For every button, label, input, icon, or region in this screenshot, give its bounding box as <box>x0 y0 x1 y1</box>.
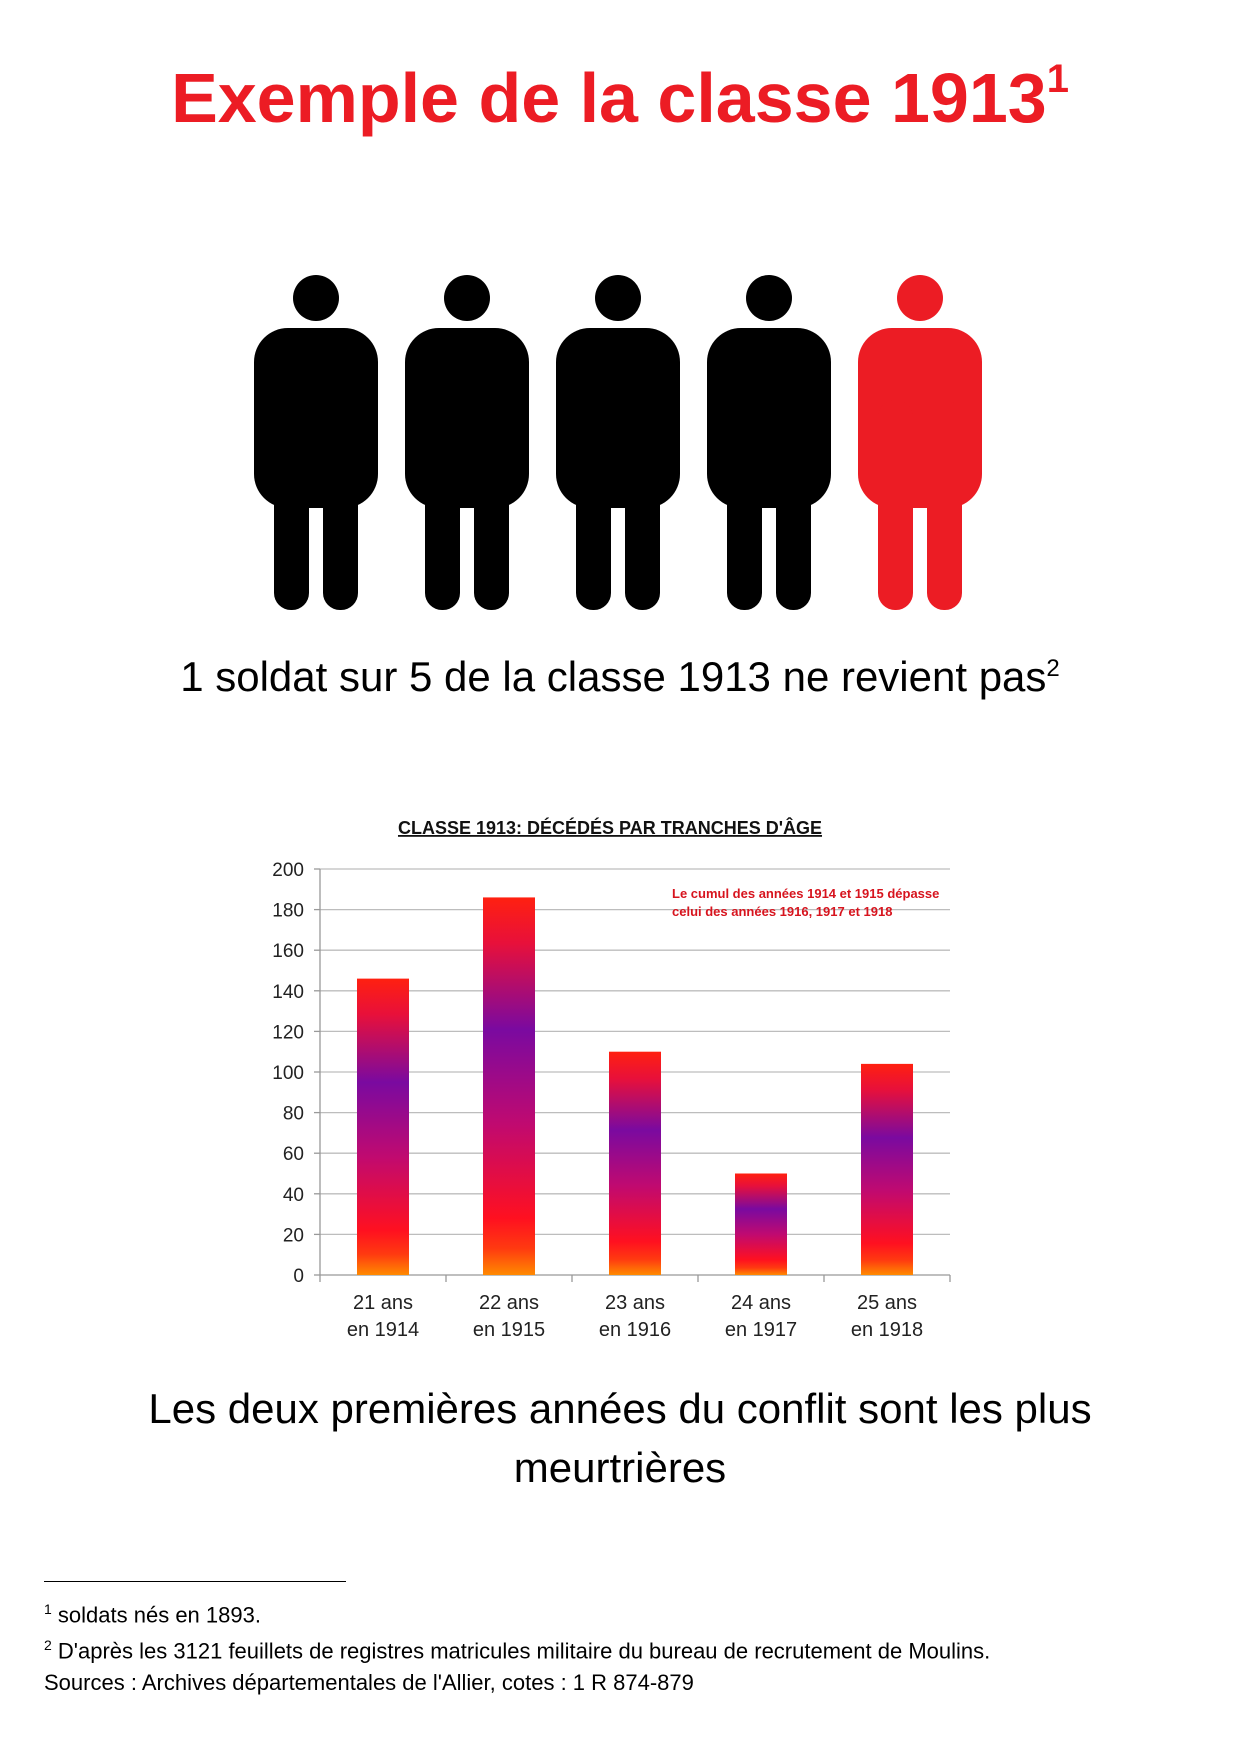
y-tick-label: 100 <box>272 1063 304 1084</box>
footnotes <box>44 1594 1194 1698</box>
x-tick-label: 24 ans <box>730 1292 792 1314</box>
annotation-line: Le cumul des années 1914 et 1915 dépasse <box>672 886 940 901</box>
chart-bars <box>357 897 913 1275</box>
x-tick-label: en 1915 <box>472 1319 546 1341</box>
bar <box>357 979 409 1275</box>
figure-list <box>254 275 982 610</box>
subtitle-footnote-ref: 2 <box>1046 655 1060 682</box>
conclusion-line-1: Les deux premières années du conflit sont les plus <box>148 1385 1092 1432</box>
bar <box>483 897 535 1275</box>
y-tick-label: 180 <box>272 900 304 922</box>
footnote-1 <box>44 1594 1194 1630</box>
bar <box>609 1052 661 1275</box>
y-tick-label: 160 <box>272 941 304 963</box>
bar <box>735 1174 787 1276</box>
sources-line: Sources : Archives départementales de l'Allier, cotes : 1 R 874-879 <box>44 1669 694 1695</box>
page-title <box>0 56 1240 137</box>
y-axis-labels <box>272 860 304 1287</box>
title-footnote-ref: 1 <box>1046 56 1069 101</box>
x-axis-labels <box>347 1292 923 1341</box>
y-tick-label: 140 <box>272 981 304 1003</box>
conclusion <box>80 1380 1160 1498</box>
y-tick-label: 120 <box>272 1022 304 1044</box>
footnote-2-number: 2 <box>44 1637 52 1654</box>
footnote-1-number: 1 <box>44 1601 52 1617</box>
y-tick-label: 80 <box>282 1103 304 1125</box>
x-tick-label: en 1916 <box>598 1319 672 1341</box>
x-tick-label: en 1914 <box>346 1319 420 1341</box>
x-tick-label: 22 ans <box>478 1292 540 1314</box>
subtitle-text: 1 soldat sur 5 de la classe 1913 ne revient pas <box>180 653 1047 700</box>
y-tick-label: 60 <box>282 1144 304 1166</box>
subtitle <box>0 652 1240 702</box>
soldier-figures <box>0 270 1240 610</box>
annotation-line: celui des années 1916, 1917 et 1918 <box>672 904 893 919</box>
chart-annotation <box>672 886 939 919</box>
soldier-icon <box>556 275 680 610</box>
x-tick-label: 21 ans <box>352 1292 414 1314</box>
bar <box>861 1064 913 1275</box>
conclusion-line-2: meurtrières <box>513 1443 727 1491</box>
footnote-1-text: soldats nés en 1893. <box>57 1602 261 1628</box>
title-text: Exemple de la classe 1913 <box>171 59 1047 137</box>
footnote-2 <box>44 1630 1194 1666</box>
x-tick-label: 25 ans <box>856 1292 918 1314</box>
y-tick-label: 0 <box>293 1266 304 1287</box>
deaths-bar-chart <box>240 798 980 1358</box>
x-tick-label: en 1918 <box>850 1319 924 1341</box>
footnote-divider <box>44 1581 346 1582</box>
x-tick-label: 23 ans <box>604 1292 666 1314</box>
x-tick-label: en 1917 <box>724 1319 798 1341</box>
chart-title: CLASSE 1913: DÉCÉDÉS PAR TRANCHES D'ÂGE <box>397 818 823 838</box>
fallen-soldier-icon <box>858 275 982 610</box>
footnote-2-text: D'après les 3121 feuillets de registres matricules militaire du bureau de recrutement de Moulins. <box>57 1638 991 1664</box>
y-tick-label: 20 <box>282 1225 304 1247</box>
soldier-icon <box>707 275 831 610</box>
y-tick-label: 40 <box>282 1184 304 1206</box>
soldier-icon <box>254 275 378 610</box>
y-tick-label: 200 <box>272 860 304 881</box>
soldier-icon <box>405 275 529 610</box>
